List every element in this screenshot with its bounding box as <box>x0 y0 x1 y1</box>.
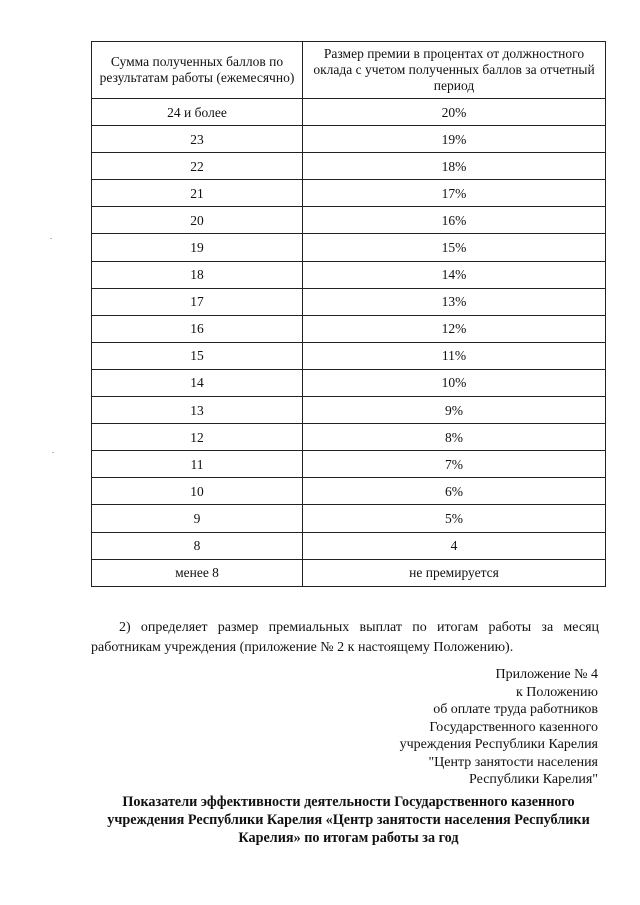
bonus-cell: 19% <box>303 126 606 153</box>
score-cell: 14 <box>92 369 303 396</box>
table-row <box>92 234 606 261</box>
score-cell: 20 <box>92 207 303 234</box>
score-cell: 19 <box>92 234 303 261</box>
scan-speck <box>52 452 54 453</box>
table-row <box>92 505 606 532</box>
heading-line-1: Показатели эффективности деятельности Государственного казенного <box>122 794 575 810</box>
table-row <box>92 532 606 559</box>
score-cell: 8 <box>92 532 303 559</box>
bonus-cell: 8% <box>303 424 606 451</box>
bonus-cell: 18% <box>303 153 606 180</box>
table-row <box>92 126 606 153</box>
annex-block <box>400 666 598 789</box>
bonus-cell: 16% <box>303 207 606 234</box>
bonus-cell: 7% <box>303 451 606 478</box>
bonus-cell: 5% <box>303 505 606 532</box>
bonus-cell: 4 <box>303 532 606 559</box>
score-cell: 11 <box>92 451 303 478</box>
scan-speck <box>50 238 52 239</box>
score-cell: 17 <box>92 288 303 315</box>
bonus-table <box>91 41 606 587</box>
paragraph-line-2: работникам учреждения (приложение № 2 к настоящему Положению). <box>91 640 514 655</box>
bonus-cell: 11% <box>303 342 606 369</box>
table-row <box>92 451 606 478</box>
annex-line: Государственного казенного <box>429 719 598 735</box>
annex-line: к Положению <box>515 684 598 700</box>
table-row <box>92 207 606 234</box>
score-cell: 9 <box>92 505 303 532</box>
score-cell: менее 8 <box>92 559 303 586</box>
score-cell: 22 <box>92 153 303 180</box>
table-row <box>92 369 606 396</box>
score-cell: 18 <box>92 261 303 288</box>
score-cell: 13 <box>92 397 303 424</box>
bonus-cell: 12% <box>303 315 606 342</box>
annex-line: Республики Карелия" <box>469 772 598 787</box>
table-row <box>92 153 606 180</box>
table-row <box>92 99 606 126</box>
table-row <box>92 261 606 288</box>
table-row <box>92 180 606 207</box>
heading-line-3: Карелия» по итогам работы за год <box>238 830 459 846</box>
bonus-cell: 15% <box>303 234 606 261</box>
score-cell: 16 <box>92 315 303 342</box>
score-cell: 12 <box>92 424 303 451</box>
heading-line-2: учреждения Республики Карелия «Центр занятости населения Республики <box>107 812 590 828</box>
table-row <box>92 397 606 424</box>
annex-line: об оплате труда работников <box>433 702 598 717</box>
table-header-row <box>92 42 606 99</box>
annex-line: "Центр занятости населения <box>428 754 598 770</box>
bonus-cell: 9% <box>303 397 606 424</box>
table-row <box>92 559 606 586</box>
header-score: Сумма полученных баллов по результатам работы (ежемесячно) <box>92 42 303 99</box>
score-cell: 23 <box>92 126 303 153</box>
score-cell: 15 <box>92 342 303 369</box>
table-row <box>92 288 606 315</box>
section-heading <box>91 793 606 847</box>
paragraph <box>91 618 599 658</box>
score-cell: 21 <box>92 180 303 207</box>
table-row <box>92 424 606 451</box>
bonus-cell: 6% <box>303 478 606 505</box>
bonus-cell: 10% <box>303 369 606 396</box>
score-cell: 10 <box>92 478 303 505</box>
table-row <box>92 478 606 505</box>
table-row <box>92 315 606 342</box>
paragraph-line-1: 2) определяет размер премиальных выплат по итогам работы за месяц <box>119 620 599 635</box>
bonus-cell: 17% <box>303 180 606 207</box>
score-cell: 24 и более <box>92 99 303 126</box>
bonus-cell: 14% <box>303 261 606 288</box>
table-row <box>92 342 606 369</box>
header-bonus: Размер премии в процентах от должностного оклада с учетом полученных баллов за отчетный период <box>303 42 606 99</box>
bonus-cell: 13% <box>303 288 606 315</box>
bonus-cell: 20% <box>303 99 606 126</box>
bonus-cell: не премируется <box>303 559 606 586</box>
annex-line: Приложение № 4 <box>495 667 598 682</box>
annex-line: учреждения Республики Карелия <box>399 737 598 752</box>
